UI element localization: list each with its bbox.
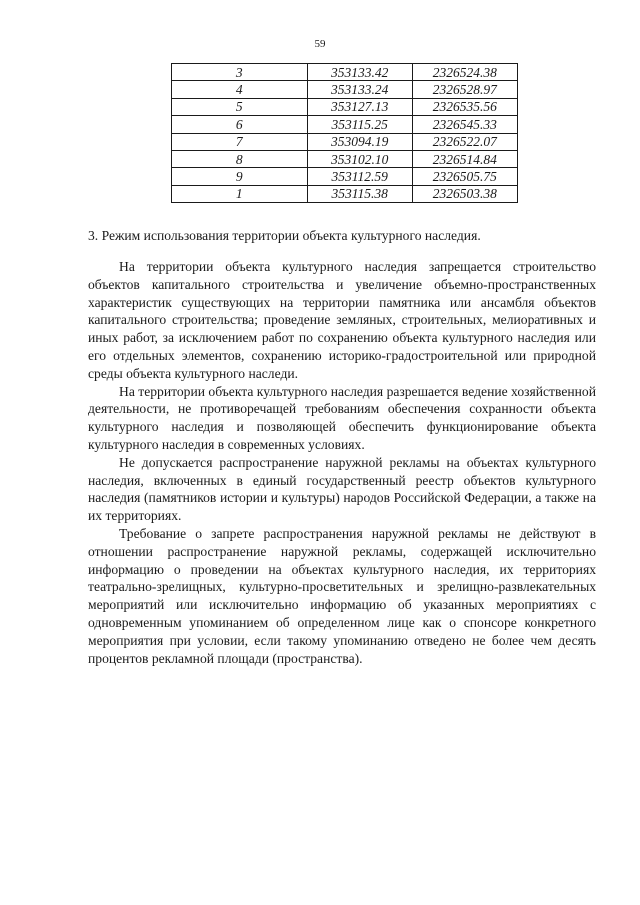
x-coordinate-cell: 353133.42 (307, 64, 412, 81)
section-body (88, 258, 596, 667)
y-coordinate-cell: 2326505.75 (412, 168, 517, 185)
x-coordinate-cell: 353102.10 (307, 150, 412, 167)
y-coordinate-cell: 2326545.33 (412, 116, 517, 133)
section-heading: 3. Режим использования территории объекта культурного наследия. (88, 228, 481, 243)
table-row (172, 185, 518, 202)
y-coordinate-cell: 2326514.84 (412, 150, 517, 167)
point-number-cell: 5 (172, 98, 308, 115)
point-number-cell: 4 (172, 81, 308, 98)
table-row (172, 168, 518, 185)
y-coordinate-cell: 2326528.97 (412, 81, 517, 98)
point-number-cell: 9 (172, 168, 308, 185)
point-number-cell: 6 (172, 116, 308, 133)
coordinates-table-body (172, 64, 518, 203)
coordinates-table (171, 63, 518, 203)
paragraph-advertising-ban: Не допускается распространение наружной рекламы на объектах культурного наследия, включенных в единый государственный реестр объектов культурного наследия (памятников истории и культуры) народов Российской Федерации, а также на их территориях. (88, 454, 596, 524)
table-row (172, 133, 518, 150)
x-coordinate-cell: 353094.19 (307, 133, 412, 150)
page-number: 59 (314, 38, 326, 50)
x-coordinate-cell: 353133.24 (307, 81, 412, 98)
x-coordinate-cell: 353127.13 (307, 98, 412, 115)
paragraph-advertising-exceptions: Требование о запрете распространения наружной рекламы не действуют в отношении распространение наружной рекламы, содержащей исключительно информацию о проведении на объектах культурного наследия, их территориях театрально-зрелищных, культурно-просветительных и зрелищно-развлекательных мероприятий или исключительно информацию об указанных мероприятиях с одновременным упоминанием об определенном лице как о спонсоре конкретного мероприятия при условии, если такому упоминанию отведено не более чем десять процентов рекламной площади (пространства). (88, 525, 596, 666)
y-coordinate-cell: 2326503.38 (412, 185, 517, 202)
x-coordinate-cell: 353115.38 (307, 185, 412, 202)
paragraph-permitted-activity: На территории объекта культурного наследия разрешается ведение хозяйственной деятельности, не противоречащей требованиям обеспечения сохранности объекта культурного наследия и позволяющей обеспечить функционирование объекта культурного наследия в современных условиях. (88, 383, 596, 452)
x-coordinate-cell: 353112.59 (307, 168, 412, 185)
point-number-cell: 7 (172, 133, 308, 150)
point-number-cell: 1 (172, 185, 308, 202)
y-coordinate-cell: 2326522.07 (412, 133, 517, 150)
table-row (172, 81, 518, 98)
x-coordinate-cell: 353115.25 (307, 116, 412, 133)
table-row (172, 116, 518, 133)
table-row (172, 98, 518, 115)
table-row (172, 150, 518, 167)
paragraph-prohibitions: На территории объекта культурного наследия запрещается строительство объектов капитального строительства и увеличение объемно-пространственных характеристик существующих на территории памятника или ансамбля объектов капитального строительства; проведение земляных, строительных, мелиоративных и иных работ, за исключением работ по сохранению объекта культурного наследия или его отдельных элементов, сохранению историко-градостроительной или природной среды объекта культурного наследи. (88, 259, 596, 381)
point-number-cell: 3 (172, 64, 308, 81)
point-number-cell: 8 (172, 150, 308, 167)
y-coordinate-cell: 2326535.56 (412, 98, 517, 115)
y-coordinate-cell: 2326524.38 (412, 64, 517, 81)
table-row (172, 64, 518, 81)
